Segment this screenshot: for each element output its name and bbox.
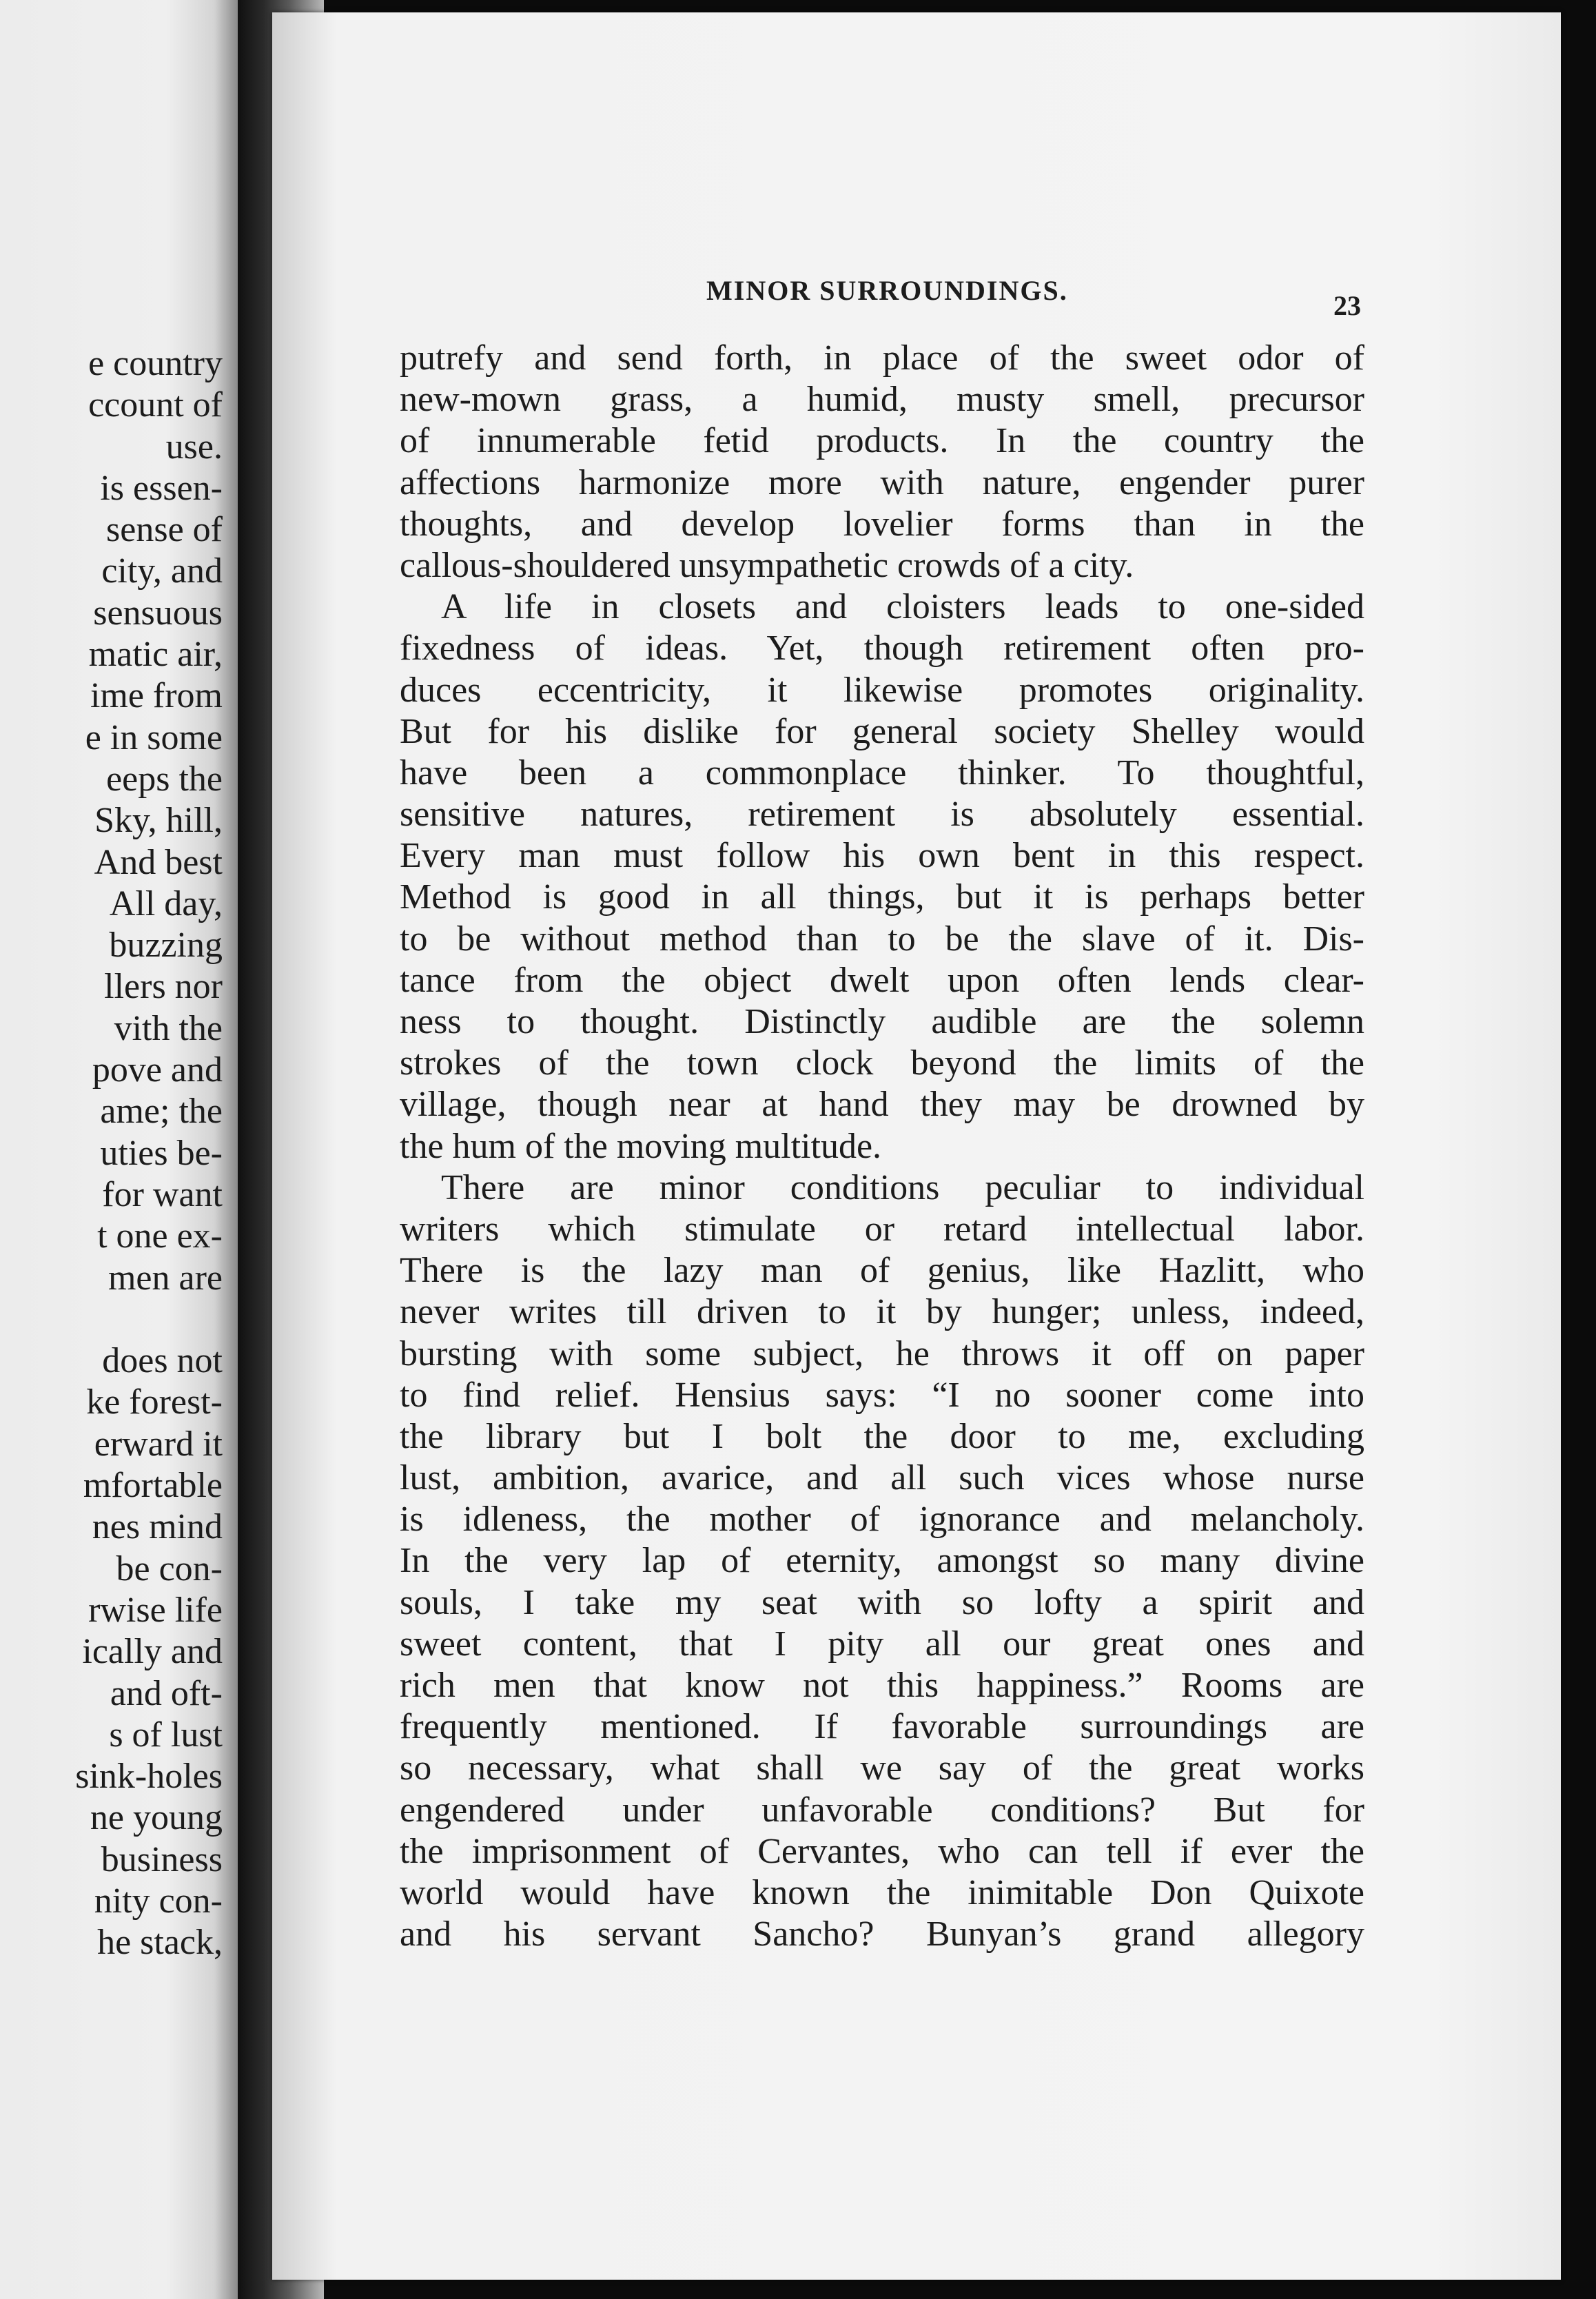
text-line: the library but I bolt the door to me, excluding (400, 1416, 1364, 1456)
text-line: to be without method than to be the slave of it. Dis- (400, 919, 1364, 959)
text-line: writers which stimulate or retard intellectual labor. (400, 1209, 1364, 1249)
left-page-text (0, 343, 223, 1964)
text-line: ness to thought. Distinctly audible are the solemn (400, 1002, 1364, 1041)
facing-page-left (0, 0, 238, 2299)
left-line: nity con- (94, 1881, 223, 1921)
left-line: be con- (116, 1549, 223, 1588)
left-line: ccount of (88, 385, 223, 425)
text-line: But for his dislike for general society Shelley would (400, 711, 1364, 751)
text-line: village, though near at hand they may be drowned by (400, 1085, 1364, 1125)
left-line: pove and (92, 1050, 223, 1090)
left-paragraph-gap (0, 1299, 223, 1340)
text-line: never writes till driven to it by hunger; unless, indeed, (400, 1292, 1364, 1332)
text-line: the hum of the moving multitude. (400, 1126, 882, 1166)
text-line: fixedness of ideas. Yet, though retirement often pro- (400, 629, 1364, 668)
left-line: and oft- (110, 1673, 223, 1713)
left-line: llers nor (104, 967, 223, 1007)
left-line: erward it (94, 1424, 223, 1464)
left-line: city, and (101, 551, 223, 591)
left-line: e country (88, 344, 223, 383)
left-line: rwise life (88, 1590, 223, 1630)
text-line: In the very lap of eternity, amongst so many divine (400, 1541, 1364, 1581)
left-line: does not (102, 1341, 223, 1381)
text-line: engendered under unfavorable conditions? But for (400, 1790, 1364, 1830)
text-line: lust, ambition, avarice, and all such vices whose nurse (400, 1458, 1364, 1498)
left-line: business (101, 1839, 223, 1879)
text-line: thoughts, and develop lovelier forms than in the (400, 504, 1364, 544)
text-line: the imprisonment of Cervantes, who can tell if ever the (400, 1831, 1364, 1871)
left-line: And best (94, 842, 223, 882)
text-line: of innumerable fetid products. In the country the (400, 421, 1364, 461)
left-line: ame; the (100, 1092, 223, 1132)
left-line: e in some (85, 717, 223, 757)
left-line: sense of (106, 510, 223, 550)
running-head: MINOR SURROUNDINGS. (706, 275, 1068, 306)
text-line: bursting with some subject, he throws it off on paper (400, 1334, 1364, 1373)
page-number: 23 (1333, 290, 1361, 321)
left-line: mfortable (83, 1466, 223, 1506)
text-line: There are minor conditions peculiar to individual (441, 1167, 1364, 1207)
left-line: he stack, (97, 1923, 223, 1963)
text-line: duces eccentricity, it likewise promotes originality. (400, 670, 1364, 710)
left-line: sink-holes (75, 1757, 223, 1797)
left-line: sensuous (93, 593, 223, 633)
left-line: ime from (90, 676, 223, 716)
left-line: men are (108, 1258, 223, 1298)
text-line: to find relief. Hensius says: “I no sooner come into (400, 1375, 1364, 1415)
left-line: Sky, hill, (94, 801, 223, 841)
left-line: t one ex- (97, 1216, 223, 1256)
text-line: have been a commonplace thinker. To thoughtful, (400, 753, 1364, 793)
text-line: new-mown grass, a humid, musty smell, precursor (400, 380, 1364, 420)
left-line: matic air, (88, 635, 223, 675)
left-line: ically and (82, 1632, 223, 1672)
text-line: Method is good in all things, but it is perhaps better (400, 877, 1364, 917)
text-line: A life in closets and cloisters leads to one-sided (441, 587, 1364, 627)
text-line: sweet content, that I pity all our great ones and (400, 1624, 1364, 1664)
left-line: ke forest- (86, 1382, 223, 1422)
text-line: is idleness, the mother of ignorance and melancholy. (400, 1500, 1364, 1540)
left-line: uties be- (100, 1133, 223, 1173)
text-line: frequently mentioned. If favorable surroundings are (400, 1707, 1364, 1747)
text-line: strokes of the town clock beyond the limits of the (400, 1043, 1364, 1083)
text-line: There is the lazy man of genius, like Hazlitt, who (400, 1251, 1364, 1291)
text-line: affections harmonize more with nature, engender purer (400, 462, 1364, 502)
text-line: rich men that know not this happiness.” Rooms are (400, 1666, 1364, 1705)
left-line: s of lust (109, 1715, 223, 1755)
left-line: vith the (114, 1008, 223, 1048)
left-line: All day, (109, 883, 223, 923)
text-line: Every man must follow his own bent in this respect. (400, 836, 1364, 876)
text-line: and his servant Sancho? Bunyan’s grand allegory (400, 1914, 1364, 1954)
left-line: nes mind (92, 1507, 223, 1547)
left-line: use. (165, 427, 223, 467)
text-line: tance from the object dwelt upon often lends clear- (400, 960, 1364, 1000)
left-line: buzzing (109, 926, 223, 965)
left-line: for want (102, 1174, 223, 1214)
left-line: eeps the (106, 759, 223, 799)
text-line: souls, I take my seat with so lofty a spirit and (400, 1582, 1364, 1622)
page-body-text (400, 338, 1364, 1955)
text-line: callous-shouldered unsympathetic crowds of a city. (400, 545, 1134, 585)
left-line: ne young (90, 1798, 223, 1838)
left-line: is essen- (100, 468, 223, 508)
text-line: sensitive natures, retirement is absolutely essential. (400, 795, 1364, 835)
text-line: world would have known the inimitable Don Quixote (400, 1872, 1364, 1912)
text-line: so necessary, what shall we say of the great works (400, 1748, 1364, 1788)
text-line: putrefy and send forth, in place of the sweet odor of (400, 338, 1364, 378)
